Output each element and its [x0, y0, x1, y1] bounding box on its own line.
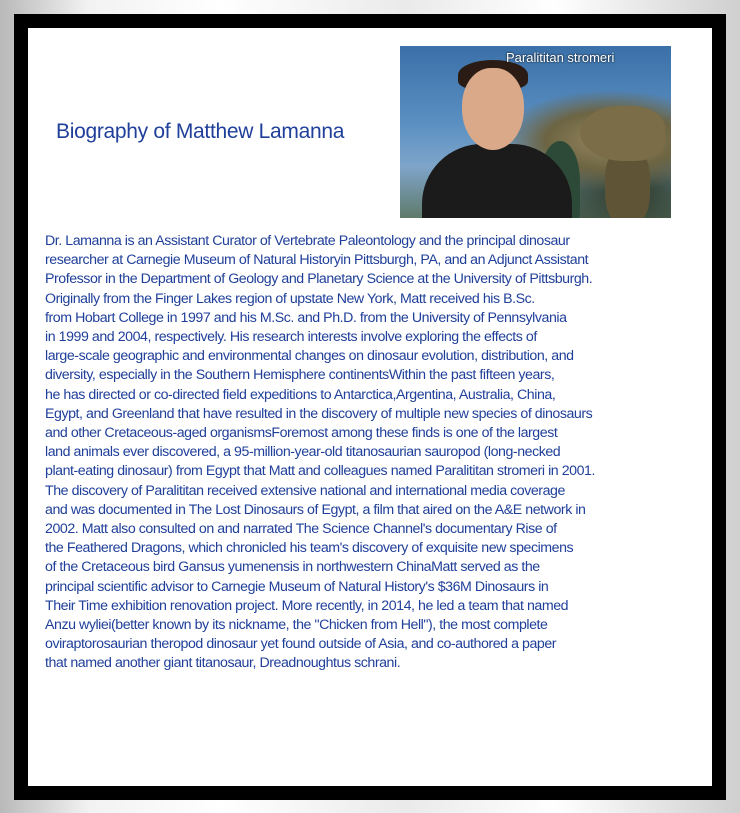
bio-line: and was documented in The Lost Dinosaurs of Egypt, a film that aired on the A&E network in — [45, 501, 586, 518]
portrait-photo — [400, 46, 671, 218]
bio-line: he has directed or co-directed field expeditions to Antarctica,Argentina, Australia, China, — [45, 386, 556, 403]
bio-line: Originally from the Finger Lakes region of upstate New York, Matt received his B.Sc. — [45, 290, 535, 307]
bio-line: and other Cretaceous-aged organismsForemost among these finds is one of the largest — [45, 425, 558, 442]
person-head-shape — [462, 68, 524, 150]
bio-line: Dr. Lamanna is an Assistant Curator of Vertebrate Paleontology and the principal dinosaur — [45, 233, 570, 249]
bio-line: 2002. Matt also consulted on and narrated The Science Channel's documentary Rise of — [45, 521, 557, 538]
dinosaur-head-shape — [580, 106, 665, 161]
bio-line: of the Cretaceous bird Gansus yumenensis in northwestern ChinaMatt served as the — [45, 559, 540, 576]
bio-line: plant-eating dinosaur) from Egypt that Matt and colleagues named Paralititan stromeri in 2001. — [45, 463, 595, 480]
bio-line: that named another giant titanosaur, Dreadnoughtus schrani. — [45, 655, 401, 672]
bio-line: oviraptorosaurian theropod dinosaur yet found outside of Asia, and co-authored a paper — [45, 636, 557, 653]
photo-caption: Paralititan stromeri — [506, 50, 615, 65]
bio-line: Professor in the Department of Geology and Planetary Science at the University of Pittsburgh. — [45, 271, 593, 288]
bio-line: land animals ever discovered, a 95-million-year-old titanosaurian sauropod (long-necked — [45, 444, 561, 461]
bio-line: researcher at Carnegie Museum of Natural Historyin Pittsburgh, PA, and an Adjunct Assistant — [45, 252, 589, 269]
bio-line: Their Time exhibition renovation project. More recently, in 2014, he led a team that named — [45, 597, 569, 614]
bio-line: The discovery of Paralititan received extensive national and international media coverage — [45, 482, 565, 499]
bio-line: Egypt, and Greenland that have resulted in the discovery of multiple new species of dinosaurs — [45, 405, 593, 422]
biography-panel — [28, 28, 712, 786]
biography-text — [45, 232, 709, 674]
bio-line: principal scientific advisor to Carnegie Museum of Natural History's $36M Dinosaurs in — [45, 578, 549, 595]
bio-line: the Feathered Dragons, which chronicled his team's discovery of exquisite new specimens — [45, 540, 574, 557]
bio-line: Anzu wyliei(better known by its nickname, the "Chicken from Hell"), the most complete — [45, 617, 548, 634]
bio-line: from Hobart College in 1997 and his M.Sc. and Ph.D. from the University of Pennsylvania — [45, 309, 567, 326]
bio-line: in 1999 and 2004, respectively. His research interests involve exploring the effects of — [45, 329, 537, 346]
bio-line: large-scale geographic and environmental changes on dinosaur evolution, distribution, and — [45, 348, 574, 365]
page-title: Biography of Matthew Lamanna — [56, 120, 345, 143]
bio-line: diversity, especially in the Southern Hemisphere continentsWithin the past fifteen years, — [45, 367, 555, 384]
